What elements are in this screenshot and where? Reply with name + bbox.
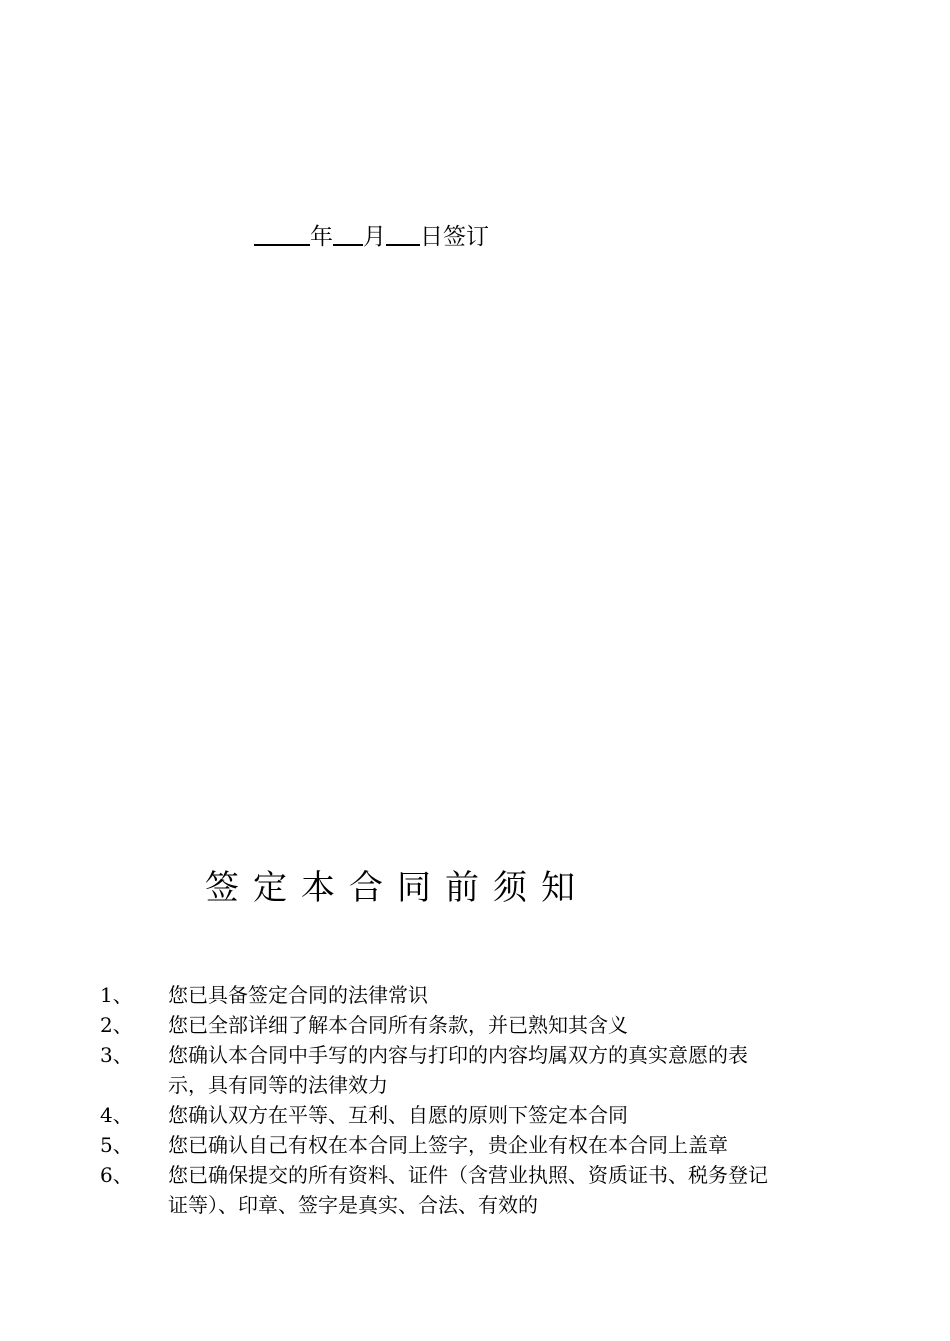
- list-item: [100, 1040, 790, 1100]
- list-item: [100, 1160, 790, 1220]
- list-item-number: 4、: [100, 1103, 133, 1127]
- list-item: [100, 980, 790, 1010]
- list-item-number: 6、: [100, 1163, 133, 1187]
- list-item-text: 您已全部详细了解本合同所有条款，并已熟知其含义: [168, 1013, 628, 1037]
- list-item-text: 您确认双方在平等、互利、自愿的原则下签定本合同: [168, 1103, 628, 1127]
- list-item-text: 您已确认自己有权在本合同上签字，贵企业有权在本合同上盖章: [168, 1133, 728, 1157]
- list-item-text: 您已具备签定合同的法律常识: [168, 983, 428, 1007]
- year-unit: 年: [310, 224, 333, 250]
- notice-title: 签定本合同前须知: [205, 868, 589, 908]
- list-item-number: 3、: [100, 1043, 133, 1067]
- month-blank: [333, 218, 363, 246]
- list-item-number: 2、: [100, 1013, 133, 1037]
- day-blank: [386, 218, 420, 246]
- list-item-text: 您确认本合同中手写的内容与打印的内容均属双方的真实意愿的表示，具有同等的法律效力: [168, 1043, 748, 1097]
- list-item: [100, 1130, 790, 1160]
- day-unit: 日签订: [420, 224, 489, 250]
- list-item: [100, 1100, 790, 1130]
- list-item: [100, 1010, 790, 1040]
- list-item-number: 1、: [100, 983, 133, 1007]
- list-item-text: 您已确保提交的所有资料、证件（含营业执照、资质证书、税务登记证等）、印章、签字是真实、合法、有效的: [168, 1163, 768, 1217]
- year-blank: [254, 218, 310, 246]
- month-unit: 月: [363, 224, 386, 250]
- list-item-number: 5、: [100, 1133, 133, 1157]
- notice-list: [100, 980, 790, 1220]
- signing-date-line: [254, 218, 489, 254]
